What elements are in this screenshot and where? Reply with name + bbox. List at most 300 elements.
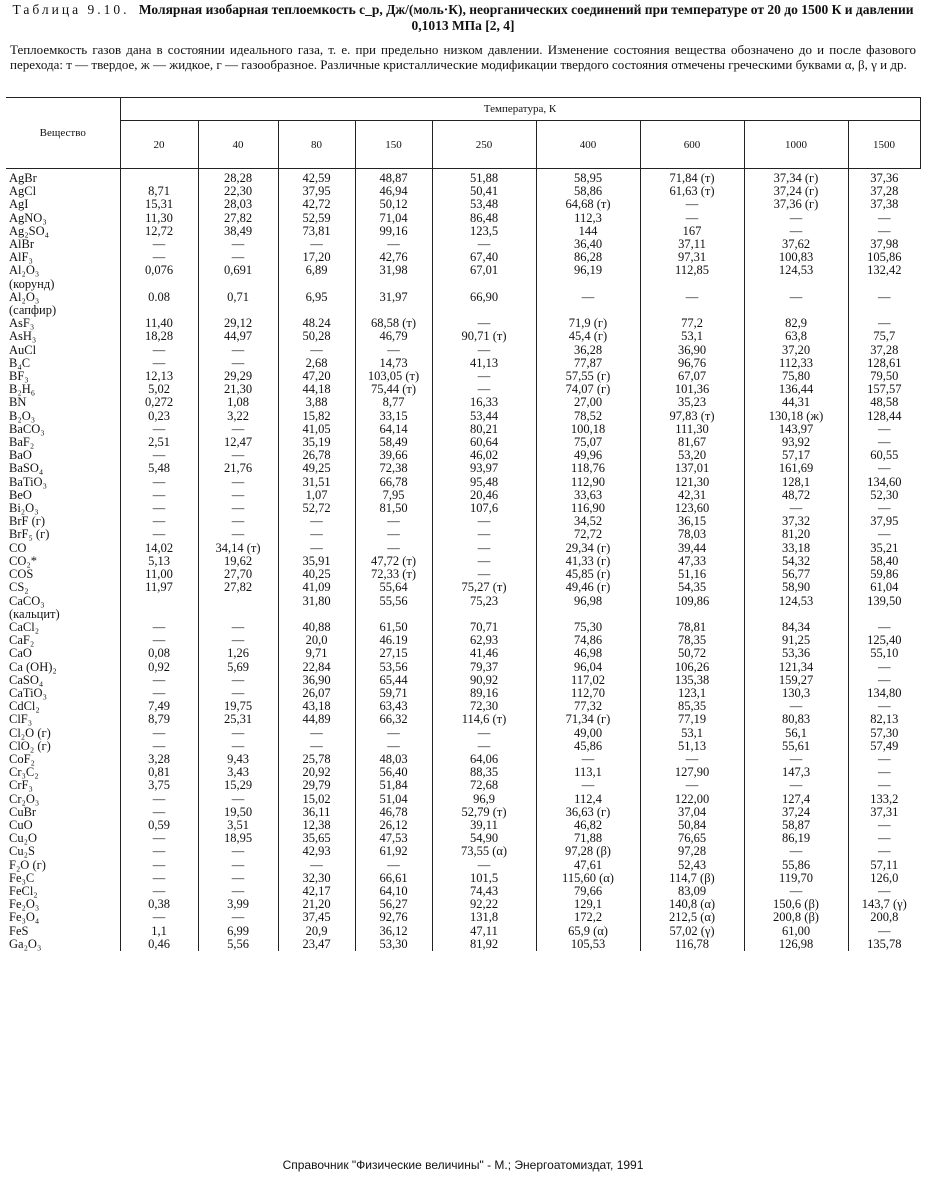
value-cell: 57,02 (γ) (640, 925, 744, 938)
value-cell: 139,50 (848, 595, 920, 608)
value-cell: 66,61 (355, 872, 432, 885)
value-cell: 26,07 (278, 687, 355, 700)
value-cell: 41,46 (432, 647, 536, 660)
value-cell: — (198, 634, 278, 647)
value-cell: 90,71 (т) (432, 330, 536, 343)
value-cell: — (536, 291, 640, 304)
value-cell: 77,2 (640, 317, 744, 330)
value-cell: 53,44 (432, 410, 536, 423)
value-cell: 37,36 (848, 169, 920, 186)
value-cell: 58,40 (848, 555, 920, 568)
value-cell: 27,70 (198, 568, 278, 581)
value-cell: 123,60 (640, 502, 744, 515)
value-cell: 127,90 (640, 766, 744, 779)
value-cell: 61,63 (т) (640, 185, 744, 198)
substance-cell: CdCl₂ (9, 700, 40, 714)
value-cell: 42,76 (355, 251, 432, 264)
value-cell: 109,86 (640, 595, 744, 608)
value-cell: 58,87 (744, 819, 848, 832)
value-cell: — (198, 674, 278, 687)
value-cell: 21,20 (278, 898, 355, 911)
value-cell: 100,18 (536, 423, 640, 436)
value-cell: 58,90 (744, 581, 848, 594)
value-cell: — (198, 528, 278, 541)
value-cell: 55,56 (355, 595, 432, 608)
value-cell: 36,90 (278, 674, 355, 687)
value-cell: 78,81 (640, 621, 744, 634)
value-cell (432, 304, 536, 317)
value-cell: 1,1 (120, 925, 198, 938)
value-cell: 73,55 (α) (432, 845, 536, 858)
value-cell: 50,12 (355, 198, 432, 211)
value-cell: 39,11 (432, 819, 536, 832)
value-cell: 3,99 (198, 898, 278, 911)
value-cell: 50,72 (640, 647, 744, 660)
value-cell: 27,82 (198, 212, 278, 225)
value-cell: 50,41 (432, 185, 536, 198)
value-cell: 71,88 (536, 832, 640, 845)
value-cell: 51,88 (432, 169, 536, 186)
value-cell: — (198, 845, 278, 858)
value-cell: 57,30 (848, 727, 920, 740)
source-citation: Справочник "Физические величины" - М.; Энергоатомиздат, 1991 (282, 1158, 644, 1172)
value-cell: 31,98 (355, 264, 432, 277)
value-cell: 45,4 (г) (536, 330, 640, 343)
value-cell: 37,34 (г) (744, 169, 848, 186)
substance-cell: AgNO₃ (9, 211, 47, 225)
temperature-header: Температура, К (120, 98, 920, 121)
value-cell: — (198, 357, 278, 370)
value-cell: — (848, 925, 920, 938)
table-row (6, 264, 920, 277)
value-cell: 107,6 (432, 502, 536, 515)
value-cell: — (640, 212, 744, 225)
table-row (6, 687, 920, 700)
value-cell: 86,48 (432, 212, 536, 225)
value-cell: — (198, 885, 278, 898)
value-cell: 0,23 (120, 410, 198, 423)
value-cell: — (640, 291, 744, 304)
value-cell: 33,15 (355, 410, 432, 423)
value-cell: 37,28 (848, 344, 920, 357)
value-cell: 0,076 (120, 264, 198, 277)
value-cell: — (432, 568, 536, 581)
table-row (6, 212, 920, 225)
value-cell: 56,1 (744, 727, 848, 740)
value-cell: — (744, 700, 848, 713)
value-cell: 127,4 (744, 793, 848, 806)
value-cell: — (278, 515, 355, 528)
table-row (6, 885, 920, 898)
value-cell: 35,19 (278, 436, 355, 449)
value-cell: 46,82 (536, 819, 640, 832)
value-cell: — (848, 225, 920, 238)
value-cell: 67,07 (640, 370, 744, 383)
value-cell: 5,13 (120, 555, 198, 568)
value-cell: 74,86 (536, 634, 640, 647)
substance-cell: AuCl (9, 343, 37, 357)
value-cell: 79,66 (536, 885, 640, 898)
value-cell: 8,79 (120, 713, 198, 726)
value-cell: 92,22 (432, 898, 536, 911)
table-row (6, 304, 920, 317)
value-cell: 53,36 (744, 647, 848, 660)
value-cell: 53,56 (355, 661, 432, 674)
value-cell: 71,84 (т) (640, 169, 744, 186)
value-cell: 72,38 (355, 462, 432, 475)
value-cell: 22,84 (278, 661, 355, 674)
value-cell: — (432, 344, 536, 357)
value-cell: 71,9 (г) (536, 317, 640, 330)
value-cell: 51,16 (640, 568, 744, 581)
value-cell: 97,28 (640, 845, 744, 858)
substance-cell: Bi₂O₃ (9, 502, 39, 516)
temperature-col-header: 600 (640, 121, 744, 169)
value-cell: — (848, 700, 920, 713)
value-cell: 15,02 (278, 793, 355, 806)
value-cell: 64,10 (355, 885, 432, 898)
value-cell: 36,40 (536, 238, 640, 251)
table-row (6, 634, 920, 647)
value-cell: 72,68 (432, 779, 536, 792)
value-cell: — (120, 832, 198, 845)
table-caption: Молярная изобарная теплоемкость c_p, Дж/(моль·К), неорганических соединений при температуре от 20 до 1500 К и давлении 0,1013 МПа [2, 4] (138, 2, 914, 33)
value-cell: 14,02 (120, 542, 198, 555)
value-cell: 37,45 (278, 911, 355, 924)
value-cell: 37,04 (640, 806, 744, 819)
value-cell: — (120, 423, 198, 436)
value-cell: 78,35 (640, 634, 744, 647)
table-row (6, 938, 920, 951)
table-row (6, 502, 920, 515)
value-cell: 167 (640, 225, 744, 238)
substance-cell: B₂O₃ (9, 409, 36, 423)
value-cell: 76,65 (640, 832, 744, 845)
substance-cell: CS₂ (9, 581, 29, 595)
value-cell: 129,1 (536, 898, 640, 911)
value-cell: 36,90 (640, 344, 744, 357)
table-number: Таблица 9.10. (12, 2, 130, 17)
value-cell: 46,94 (355, 185, 432, 198)
value-cell: 37,24 (744, 806, 848, 819)
value-cell: — (432, 515, 536, 528)
value-cell: 39,44 (640, 542, 744, 555)
value-cell: 200,8 (848, 911, 920, 924)
value-cell: 97,28 (β) (536, 845, 640, 858)
temperature-col-header: 20 (120, 121, 198, 169)
substance-cell: CuO (9, 818, 33, 832)
value-cell (355, 608, 432, 621)
substance-cell: AsF₃ (9, 317, 35, 331)
value-cell: 75,7 (848, 330, 920, 343)
value-cell: — (355, 859, 432, 872)
substance-header: Вещество (6, 98, 120, 169)
value-cell: 1,26 (198, 647, 278, 660)
table-row (6, 832, 920, 845)
value-cell: 119,70 (744, 872, 848, 885)
value-cell: — (848, 661, 920, 674)
substance-cell: BF₃ (9, 370, 29, 384)
value-cell: — (848, 436, 920, 449)
table-row (6, 713, 920, 726)
value-cell: 88,35 (432, 766, 536, 779)
value-cell: — (120, 238, 198, 251)
value-cell: — (432, 555, 536, 568)
value-cell: 52,79 (т) (432, 806, 536, 819)
value-cell: — (848, 779, 920, 792)
value-cell: 50,28 (278, 330, 355, 343)
value-cell: 114,6 (т) (432, 713, 536, 726)
value-cell: — (198, 238, 278, 251)
value-cell: — (120, 793, 198, 806)
value-cell: 81,67 (640, 436, 744, 449)
value-cell: 3,75 (120, 779, 198, 792)
value-cell: 140,8 (α) (640, 898, 744, 911)
value-cell: — (278, 859, 355, 872)
value-cell (848, 304, 920, 317)
value-cell: 29,79 (278, 779, 355, 792)
value-cell: 64,14 (355, 423, 432, 436)
substance-cell: AlF₃ (9, 251, 33, 265)
value-cell: — (848, 423, 920, 436)
value-cell: 122,00 (640, 793, 744, 806)
value-cell: 106,26 (640, 661, 744, 674)
value-cell: — (198, 502, 278, 515)
substance-cell: Ga₂O₃ (9, 937, 42, 951)
value-cell: 46,78 (355, 806, 432, 819)
value-cell: 105,53 (536, 938, 640, 951)
substance-cell: AgCl (9, 185, 37, 199)
value-cell (198, 608, 278, 621)
table-row (6, 383, 920, 396)
value-cell: 54,32 (744, 555, 848, 568)
value-cell: 121,34 (744, 661, 848, 674)
value-cell: 53,20 (640, 449, 744, 462)
value-cell: 57,17 (744, 449, 848, 462)
value-cell: 2,68 (278, 357, 355, 370)
value-cell: — (198, 740, 278, 753)
table-row (6, 727, 920, 740)
value-cell: 55,64 (355, 581, 432, 594)
substance-cell: Cr₂O₃ (9, 792, 40, 806)
value-cell: 150,6 (β) (744, 898, 848, 911)
value-cell: 130,18 (ж) (744, 410, 848, 423)
value-cell: 80,21 (432, 423, 536, 436)
value-cell: — (198, 621, 278, 634)
value-cell: 81,20 (744, 528, 848, 541)
substance-cell: B₄C (9, 356, 31, 370)
value-cell: — (120, 489, 198, 502)
value-cell: 63,43 (355, 700, 432, 713)
value-cell (278, 304, 355, 317)
value-cell: 37,20 (744, 344, 848, 357)
value-cell: — (120, 845, 198, 858)
value-cell: 55,61 (744, 740, 848, 753)
substance-cell: (сапфир) (9, 304, 57, 318)
value-cell: 67,40 (432, 251, 536, 264)
value-cell: — (744, 212, 848, 225)
value-cell: 123,1 (640, 687, 744, 700)
value-cell: 71,34 (г) (536, 713, 640, 726)
value-cell: — (355, 528, 432, 541)
value-cell: 45,86 (536, 740, 640, 753)
value-cell (744, 608, 848, 621)
value-cell: 58,86 (536, 185, 640, 198)
temperature-col-header: 80 (278, 121, 355, 169)
substance-cell: BaO (9, 449, 32, 463)
value-cell: — (278, 344, 355, 357)
value-cell: — (278, 727, 355, 740)
value-cell: 91,25 (744, 634, 848, 647)
value-cell: — (355, 740, 432, 753)
value-cell: — (432, 238, 536, 251)
value-cell: 15,29 (198, 779, 278, 792)
value-cell: 157,57 (848, 383, 920, 396)
value-cell: 40,88 (278, 621, 355, 634)
value-cell: — (198, 476, 278, 489)
value-cell (120, 608, 198, 621)
value-cell: 70,71 (432, 621, 536, 634)
value-cell: 11,40 (120, 317, 198, 330)
table-row (6, 581, 920, 594)
value-cell: 27,15 (355, 647, 432, 660)
value-cell: 12,13 (120, 370, 198, 383)
value-cell: 200,8 (β) (744, 911, 848, 924)
substance-cell: BeO (9, 488, 32, 502)
value-cell (640, 608, 744, 621)
value-cell: 37,32 (744, 515, 848, 528)
value-cell: 54,35 (640, 581, 744, 594)
value-cell (536, 304, 640, 317)
table-row (6, 793, 920, 806)
value-cell: — (848, 502, 920, 515)
value-cell: 33,63 (536, 489, 640, 502)
value-cell: 56,40 (355, 766, 432, 779)
value-cell: 21,30 (198, 383, 278, 396)
value-cell: — (198, 727, 278, 740)
value-cell: 112,90 (536, 476, 640, 489)
table-row (6, 169, 920, 186)
table-row (6, 291, 920, 304)
value-cell: 41,13 (432, 357, 536, 370)
value-cell: 15,31 (120, 198, 198, 211)
value-cell: — (198, 449, 278, 462)
value-cell: — (120, 727, 198, 740)
value-cell: — (198, 423, 278, 436)
table-row (6, 911, 920, 924)
value-cell: 116,90 (536, 502, 640, 515)
value-cell: 84,34 (744, 621, 848, 634)
value-cell: 131,8 (432, 911, 536, 924)
table-row (6, 845, 920, 858)
value-cell: 26,78 (278, 449, 355, 462)
substance-cell: FeCl₂ (9, 884, 38, 898)
value-cell (744, 278, 848, 291)
substance-cell: CaTiO₃ (9, 686, 47, 700)
value-cell: 57,11 (848, 859, 920, 872)
value-cell: 49,00 (536, 727, 640, 740)
value-cell: — (848, 845, 920, 858)
value-cell: 93,92 (744, 436, 848, 449)
value-cell: — (744, 502, 848, 515)
value-cell: 117,02 (536, 674, 640, 687)
value-cell: 79,50 (848, 370, 920, 383)
value-cell: 65,9 (α) (536, 925, 640, 938)
value-cell: 12,72 (120, 225, 198, 238)
value-cell (640, 304, 744, 317)
value-cell: 124,53 (744, 595, 848, 608)
value-cell: 16,33 (432, 396, 536, 409)
value-cell: 19,50 (198, 806, 278, 819)
value-cell: 44,89 (278, 713, 355, 726)
table-row (6, 436, 920, 449)
value-cell: 96,76 (640, 357, 744, 370)
substance-cell: CrF₃ (9, 779, 33, 793)
value-cell: 15,82 (278, 410, 355, 423)
substance-cell: BaSO₄ (9, 462, 44, 476)
value-cell: 64,06 (432, 753, 536, 766)
value-cell (120, 278, 198, 291)
value-cell (120, 169, 198, 186)
value-cell: — (120, 344, 198, 357)
value-cell: 113,1 (536, 766, 640, 779)
value-cell: 1,07 (278, 489, 355, 502)
value-cell: 50,84 (640, 819, 744, 832)
substance-cell: Fe₂O₃ (9, 898, 40, 912)
value-cell: 11,30 (120, 212, 198, 225)
substance-cell: CO₂* (9, 554, 37, 568)
value-cell: — (278, 528, 355, 541)
table-description: Теплоемкость газов дана в состоянии идеального газа, т. е. при предельно низком давлении. Изменение состояния вещества обозначено до и после фазового перехода: т — твердое, ж — жидкое, г — газообразное. Различные кристаллические модификации твердого состояния отмечены греческими буквами α, β, γ и др. (10, 42, 916, 72)
value-cell: — (120, 621, 198, 634)
value-cell: 96,04 (536, 661, 640, 674)
value-cell: — (120, 911, 198, 924)
value-cell: 143,97 (744, 423, 848, 436)
value-cell: — (355, 238, 432, 251)
value-cell: 46,02 (432, 449, 536, 462)
value-cell: 65,44 (355, 674, 432, 687)
value-cell: 97,83 (т) (640, 410, 744, 423)
table-row (6, 515, 920, 528)
value-cell: 28,03 (198, 198, 278, 211)
table-row (6, 621, 920, 634)
value-cell: 36,15 (640, 515, 744, 528)
substance-cell: Cu₂O (9, 832, 37, 846)
value-cell: 75,23 (432, 595, 536, 608)
value-cell: 71,04 (355, 212, 432, 225)
value-cell: 38,49 (198, 225, 278, 238)
value-cell: — (198, 515, 278, 528)
value-cell: 54,90 (432, 832, 536, 845)
value-cell: — (432, 740, 536, 753)
value-cell: 41,09 (278, 581, 355, 594)
value-cell (198, 304, 278, 317)
value-cell: 47,33 (640, 555, 744, 568)
value-cell: 7,95 (355, 489, 432, 502)
substance-cell: BrF₅ (г) (9, 528, 50, 542)
table-row (6, 740, 920, 753)
value-cell: — (744, 779, 848, 792)
value-cell: 37,24 (г) (744, 185, 848, 198)
value-cell: 123,5 (432, 225, 536, 238)
value-cell: 59,71 (355, 687, 432, 700)
value-cell: — (198, 687, 278, 700)
value-cell: 112,3 (536, 212, 640, 225)
substance-cell: BaCO₃ (9, 422, 45, 436)
value-cell: — (848, 674, 920, 687)
substance-cell: AgBr (9, 171, 37, 185)
value-cell: 92,76 (355, 911, 432, 924)
